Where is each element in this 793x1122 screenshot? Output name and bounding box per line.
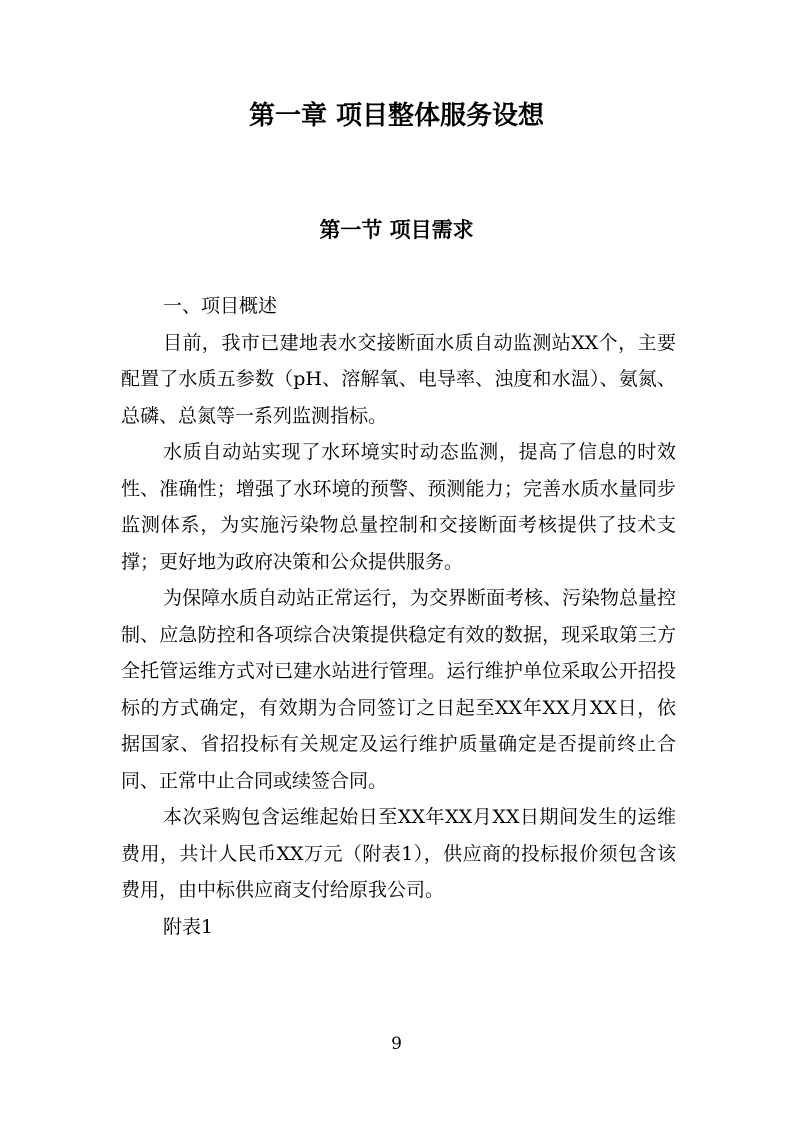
subheading-project-overview: 一、项目概述 bbox=[163, 295, 278, 317]
appendix-table-label: 附表1 bbox=[163, 915, 214, 938]
paragraph: 目前，我市已建地表水交接断面水质自动监测站XX个，主要配置了水质五参数（pH、溶解氧、电导率、浊度和水温）、氨氮、总磷、总氮等一系列监测指标。 bbox=[121, 331, 676, 427]
paragraph: 水质自动站实现了水环境实时动态监测，提高了信息的时效性、准确性；增强了水环境的预警、预测能力；完善水质水量同步监测体系，为实施污染物总量控制和交接断面考核提供了技术支撑；更好地为政府决策和公众提供服务。 bbox=[121, 441, 676, 573]
section-title: 第一节 项目需求 bbox=[319, 218, 474, 242]
body-text bbox=[121, 288, 676, 945]
chapter-title: 第一章 项目整体服务设想 bbox=[248, 101, 545, 131]
paragraph: 本次采购包含运维起始日至XX年XX月XX日期间发生的运维费用，共计人民币XX万元（附表1），供应商的投标报价须包含该费用，由中标供应商支付给原我公司。 bbox=[121, 806, 676, 901]
paragraph: 为保障水质自动站正常运行，为交界断面考核、污染物总量控制、应急防控和各项综合决策提供稳定有效的数据，现采取第三方全托管运维方式对已建水站进行管理。运行维护单位采取公开招投标的方式确定，有效期为合同签订之日起至XX年XX月XX日，依据国家、省招投标有关规定及运行维护质量确定是否提前终止合同、正常中止合同或续签合同。 bbox=[121, 587, 677, 792]
page-number: 9 bbox=[391, 1034, 402, 1054]
